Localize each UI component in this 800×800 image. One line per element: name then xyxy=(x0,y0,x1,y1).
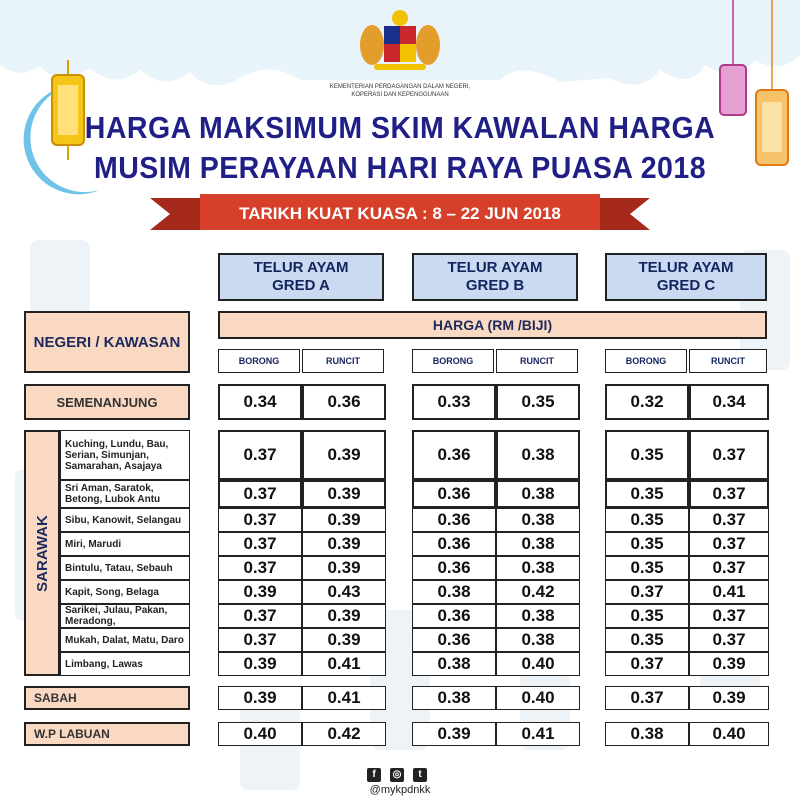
grade-b-line1: TELUR AYAM xyxy=(447,259,543,276)
price-cell: 0.33 xyxy=(412,384,496,420)
price-cell: 0.39 xyxy=(689,686,769,710)
title-line2: MUSIM PERAYAAN HARI RAYA PUASA 2018 xyxy=(93,150,707,185)
grade-a-line1: TELUR AYAM xyxy=(253,259,349,276)
price-cell: 0.38 xyxy=(412,580,496,604)
price-cell: 0.40 xyxy=(218,722,302,746)
price-cell: 0.39 xyxy=(302,628,386,652)
price-cell: 0.39 xyxy=(218,580,302,604)
price-cell: 0.37 xyxy=(218,604,302,628)
price-cell: 0.40 xyxy=(496,652,580,676)
price-header: HARGA (RM /BIJI) xyxy=(218,311,767,339)
price-cell: 0.39 xyxy=(412,722,496,746)
twitter-icon[interactable]: t xyxy=(413,768,427,782)
price-cell: 0.38 xyxy=(496,480,580,508)
price-cell: 0.39 xyxy=(302,604,386,628)
row-label-sabah: SABAH xyxy=(24,686,190,710)
price-cell: 0.40 xyxy=(689,722,769,746)
price-cell: 0.38 xyxy=(496,508,580,532)
price-cell: 0.36 xyxy=(412,604,496,628)
price-cell: 0.39 xyxy=(302,508,386,532)
subheader-borong: BORONG xyxy=(218,349,300,373)
price-cell: 0.37 xyxy=(689,628,769,652)
grade-c-line2: GRED C xyxy=(656,277,716,294)
title-line1: HARGA MAKSIMUM SKIM KAWALAN HARGA xyxy=(84,110,716,145)
price-cell: 0.36 xyxy=(412,508,496,532)
subheader-borong: BORONG xyxy=(412,349,494,373)
grade-b-line2: GRED B xyxy=(465,277,525,294)
price-cell: 0.38 xyxy=(496,604,580,628)
facebook-icon[interactable]: f xyxy=(367,768,381,782)
price-cell: 0.38 xyxy=(496,532,580,556)
price-cell: 0.38 xyxy=(412,686,496,710)
price-cell: 0.36 xyxy=(302,384,386,420)
price-cell: 0.41 xyxy=(689,580,769,604)
row-label: Kapit, Song, Belaga xyxy=(60,580,190,604)
row-label: Mukah, Dalat, Matu, Daro xyxy=(60,628,190,652)
price-cell: 0.35 xyxy=(605,532,689,556)
price-cell: 0.37 xyxy=(605,580,689,604)
sarawak-label: SARAWAK xyxy=(33,514,51,592)
price-cell: 0.37 xyxy=(218,628,302,652)
price-cell: 0.35 xyxy=(605,604,689,628)
row-label: Bintulu, Tatau, Sebauh xyxy=(60,556,190,580)
price-cell: 0.37 xyxy=(218,556,302,580)
row-label: Kuching, Lundu, Bau, Serian, Simunjan, Samarahan, Asajaya xyxy=(60,430,190,480)
price-cell: 0.39 xyxy=(302,480,386,508)
sarawak-label-box xyxy=(24,430,60,676)
price-cell: 0.39 xyxy=(689,652,769,676)
price-cell: 0.39 xyxy=(302,532,386,556)
row-label-semenanjung: SEMENANJUNG xyxy=(24,384,190,420)
price-cell: 0.38 xyxy=(605,722,689,746)
price-cell: 0.37 xyxy=(218,480,302,508)
ministry-name xyxy=(300,83,500,99)
price-cell: 0.36 xyxy=(412,480,496,508)
price-cell: 0.37 xyxy=(605,686,689,710)
subheader-runcit: RUNCIT xyxy=(302,349,384,373)
price-cell: 0.37 xyxy=(689,532,769,556)
instagram-icon[interactable]: ◎ xyxy=(390,768,404,782)
price-cell: 0.35 xyxy=(605,430,689,480)
price-cell: 0.38 xyxy=(412,652,496,676)
price-cell: 0.37 xyxy=(218,508,302,532)
grade-c-line1: TELUR AYAM xyxy=(638,259,734,276)
price-cell: 0.37 xyxy=(218,430,302,480)
ministry-line1: KEMENTERIAN PERDAGANGAN DALAM NEGERI, xyxy=(329,84,471,90)
price-cell: 0.36 xyxy=(412,628,496,652)
effective-date: TARIKH KUAT KUASA : 8 – 22 JUN 2018 xyxy=(239,204,561,223)
price-cell: 0.38 xyxy=(496,628,580,652)
price-cell: 0.32 xyxy=(605,384,689,420)
region-header: NEGERI / KAWASAN xyxy=(24,311,190,373)
price-cell: 0.37 xyxy=(218,532,302,556)
row-label: Sarikei, Julau, Pakan, Meradong, xyxy=(60,604,190,628)
price-cell: 0.35 xyxy=(605,556,689,580)
price-cell: 0.36 xyxy=(412,532,496,556)
subheader-runcit: RUNCIT xyxy=(689,349,767,373)
price-cell: 0.35 xyxy=(605,628,689,652)
price-cell: 0.34 xyxy=(218,384,302,420)
row-label-labuan: W.P LABUAN xyxy=(24,722,190,746)
price-cell: 0.37 xyxy=(689,508,769,532)
row-label: Sri Aman, Saratok, Betong, Lubok Antu xyxy=(60,480,190,508)
price-cell: 0.42 xyxy=(302,722,386,746)
price-cell: 0.38 xyxy=(496,430,580,480)
price-cell: 0.37 xyxy=(689,604,769,628)
subheader-runcit: RUNCIT xyxy=(496,349,578,373)
grade-c-header xyxy=(605,253,767,301)
row-label: Limbang, Lawas xyxy=(60,652,190,676)
price-cell: 0.35 xyxy=(605,508,689,532)
price-cell: 0.41 xyxy=(302,652,386,676)
row-label: Miri, Marudi xyxy=(60,532,190,556)
price-cell: 0.43 xyxy=(302,580,386,604)
price-cell: 0.37 xyxy=(689,480,769,508)
price-cell: 0.36 xyxy=(412,556,496,580)
ministry-line2: KOPERASI DAN KEPENGGUNAAN xyxy=(351,92,449,98)
grade-b-header xyxy=(412,253,578,301)
price-cell: 0.36 xyxy=(412,430,496,480)
price-cell: 0.40 xyxy=(496,686,580,710)
price-cell: 0.35 xyxy=(605,480,689,508)
price-cell: 0.41 xyxy=(302,686,386,710)
price-cell: 0.39 xyxy=(218,652,302,676)
social-handle[interactable]: @mykpdnkk xyxy=(369,784,431,796)
price-cell: 0.39 xyxy=(302,430,386,480)
grade-a-header xyxy=(218,253,384,301)
price-cell: 0.37 xyxy=(689,430,769,480)
row-label: Sibu, Kanowit, Selangau xyxy=(60,508,190,532)
price-cell: 0.35 xyxy=(496,384,580,420)
price-cell: 0.39 xyxy=(302,556,386,580)
price-cell: 0.38 xyxy=(496,556,580,580)
price-cell: 0.37 xyxy=(605,652,689,676)
grade-a-line2: GRED A xyxy=(272,277,330,294)
price-cell: 0.37 xyxy=(689,556,769,580)
subheader-borong: BORONG xyxy=(605,349,687,373)
price-cell: 0.34 xyxy=(689,384,769,420)
price-cell: 0.41 xyxy=(496,722,580,746)
price-cell: 0.42 xyxy=(496,580,580,604)
price-cell: 0.39 xyxy=(218,686,302,710)
